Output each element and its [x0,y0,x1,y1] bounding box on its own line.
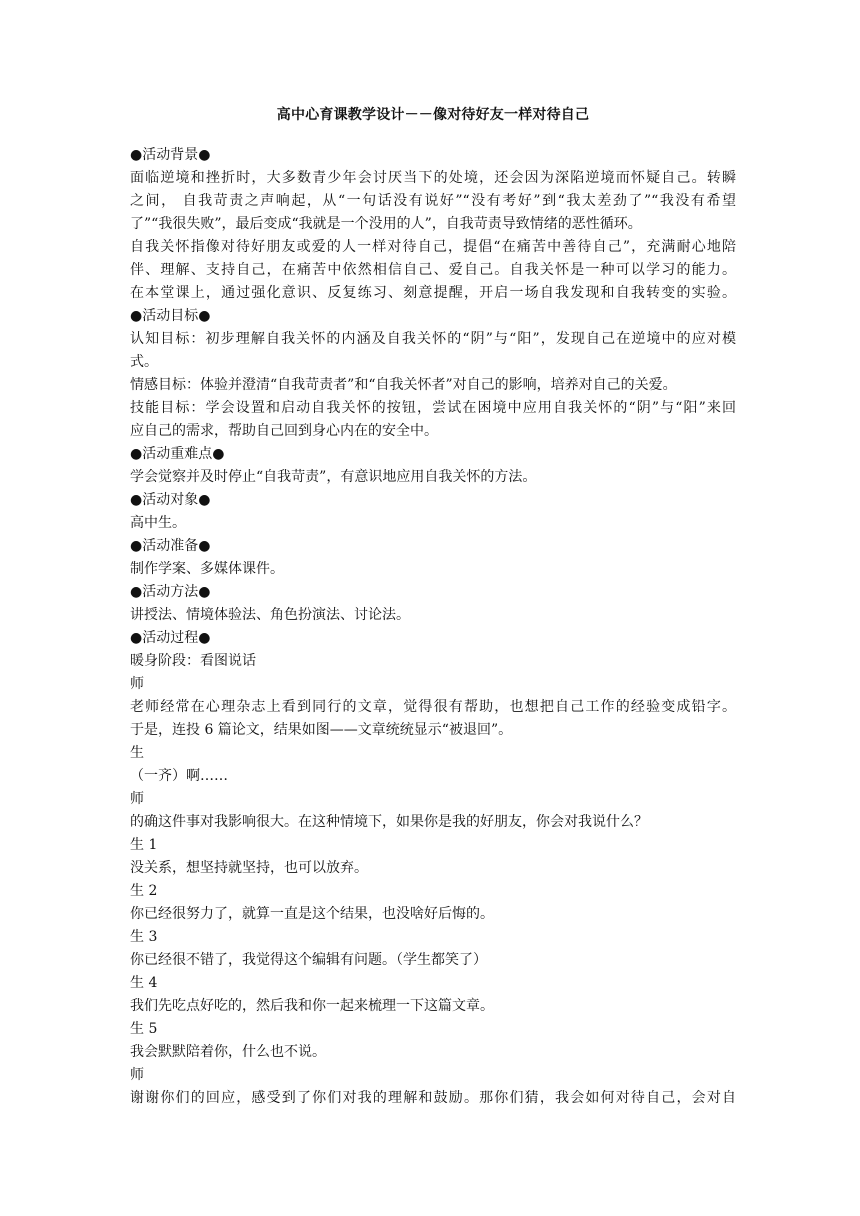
section-heading: ●活动过程● [130,630,211,646]
body-line: 师 [130,1067,144,1083]
body-line: 制作学案、多媒体课件。 [130,561,284,577]
body-line: 你已经很努力了，就算一直是这个结果，也没啥好后悔的。 [130,906,494,922]
section-heading: ●活动方法● [130,584,211,600]
body-line: 面临逆境和挫折时，大多数青少年会讨厌当下的处境，还会因为深陷逆境而怀疑自己。转瞬 [130,170,736,186]
body-line: 生 4 [130,975,158,991]
body-line: 认知目标：初步理解自我关怀的内涵及自我关怀的“阴”与“阳”，发现自己在逆境中的应对模 [130,331,736,347]
body-line: 应自己的需求，帮助自己回到身心内在的安全中。 [130,423,438,439]
body-line: 的确这件事对我影响很大。在这种情境下，如果你是我的好朋友，你会对我说什么？ [130,814,648,830]
body-line: 你已经很不错了，我觉得这个编辑有问题。（学生都笑了） [130,952,487,968]
body-line: 在本堂课上，通过强化意识、反复练习、刻意提醒，开启一场自我发现和自我转变的实验。 [130,285,736,301]
body-line: 生 [130,745,144,761]
body-line: 于是，连投 6 篇论文，结果如图——文章统统显示“被退回”。 [130,722,513,738]
document-title: 高中心育课教学设计－－像对待好友一样对待自己 [276,107,590,123]
body-line: 伴、理解、支持自己，在痛苦中依然相信自己、爱自己。自我关怀是一种可以学习的能力。 [130,262,736,278]
body-line: 之间， 自我苛责之声响起，从“一句话没有说好”“没有考好”到“我太差劲了”“我没有希望 [130,193,736,209]
body-line: 技能目标：学会设置和启动自我关怀的按钮，尝试在困境中应用自我关怀的“阴”与“阳”来回 [130,400,736,416]
section-heading: ●活动对象● [130,492,211,508]
body-line: 学会觉察并及时停止“自我苛责”，有意识地应用自我关怀的方法。 [130,469,537,485]
body-line: 谢谢你们的回应，感受到了你们对我的理解和鼓励。那你们猜，我会如何对待自己，会对自 [130,1090,736,1106]
document-body [130,144,736,1110]
body-line: 暖身阶段：看图说话 [130,653,256,669]
body-line: 没关系，想坚持就坚持，也可以放弃。 [130,860,368,876]
body-line: 生 2 [130,883,158,899]
section-heading: ●活动背景● [130,147,211,163]
body-line: 老师经常在心理杂志上看到同行的文章，觉得很有帮助，也想把自己工作的经验变成铅字。 [130,699,736,715]
body-line: 自我关怀指像对待好朋友或爱的人一样对待自己，提倡“在痛苦中善待自己”，充满耐心地陪 [130,239,736,255]
body-line: 我们先吃点好吃的，然后我和你一起来梳理一下这篇文章。 [130,998,494,1014]
body-line: （一齐）啊…… [130,768,228,784]
body-line: 情感目标：体验并澄清“自我苛责者”和“自我关怀者”对自己的影响，培养对自己的关爱。 [130,377,677,393]
body-line: 讲授法、情境体验法、角色扮演法、讨论法。 [130,607,410,623]
body-line: 我会默默陪着你，什么也不说。 [130,1044,326,1060]
body-line: 生 1 [130,837,158,853]
section-heading: ●活动重难点● [130,446,225,462]
body-line: 师 [130,676,144,692]
body-line: 式。 [130,354,158,370]
section-heading: ●活动准备● [130,538,211,554]
body-line: 了”“我很失败”，最后变成“我就是一个没用的人”，自我苛责导致情绪的恶性循环。 [130,216,642,232]
body-line: 生 3 [130,929,158,945]
body-line: 高中生。 [130,515,186,531]
section-heading: ●活动目标● [130,308,211,324]
document-page [130,104,736,1110]
body-line: 师 [130,791,144,807]
body-line: 生 5 [130,1021,158,1037]
